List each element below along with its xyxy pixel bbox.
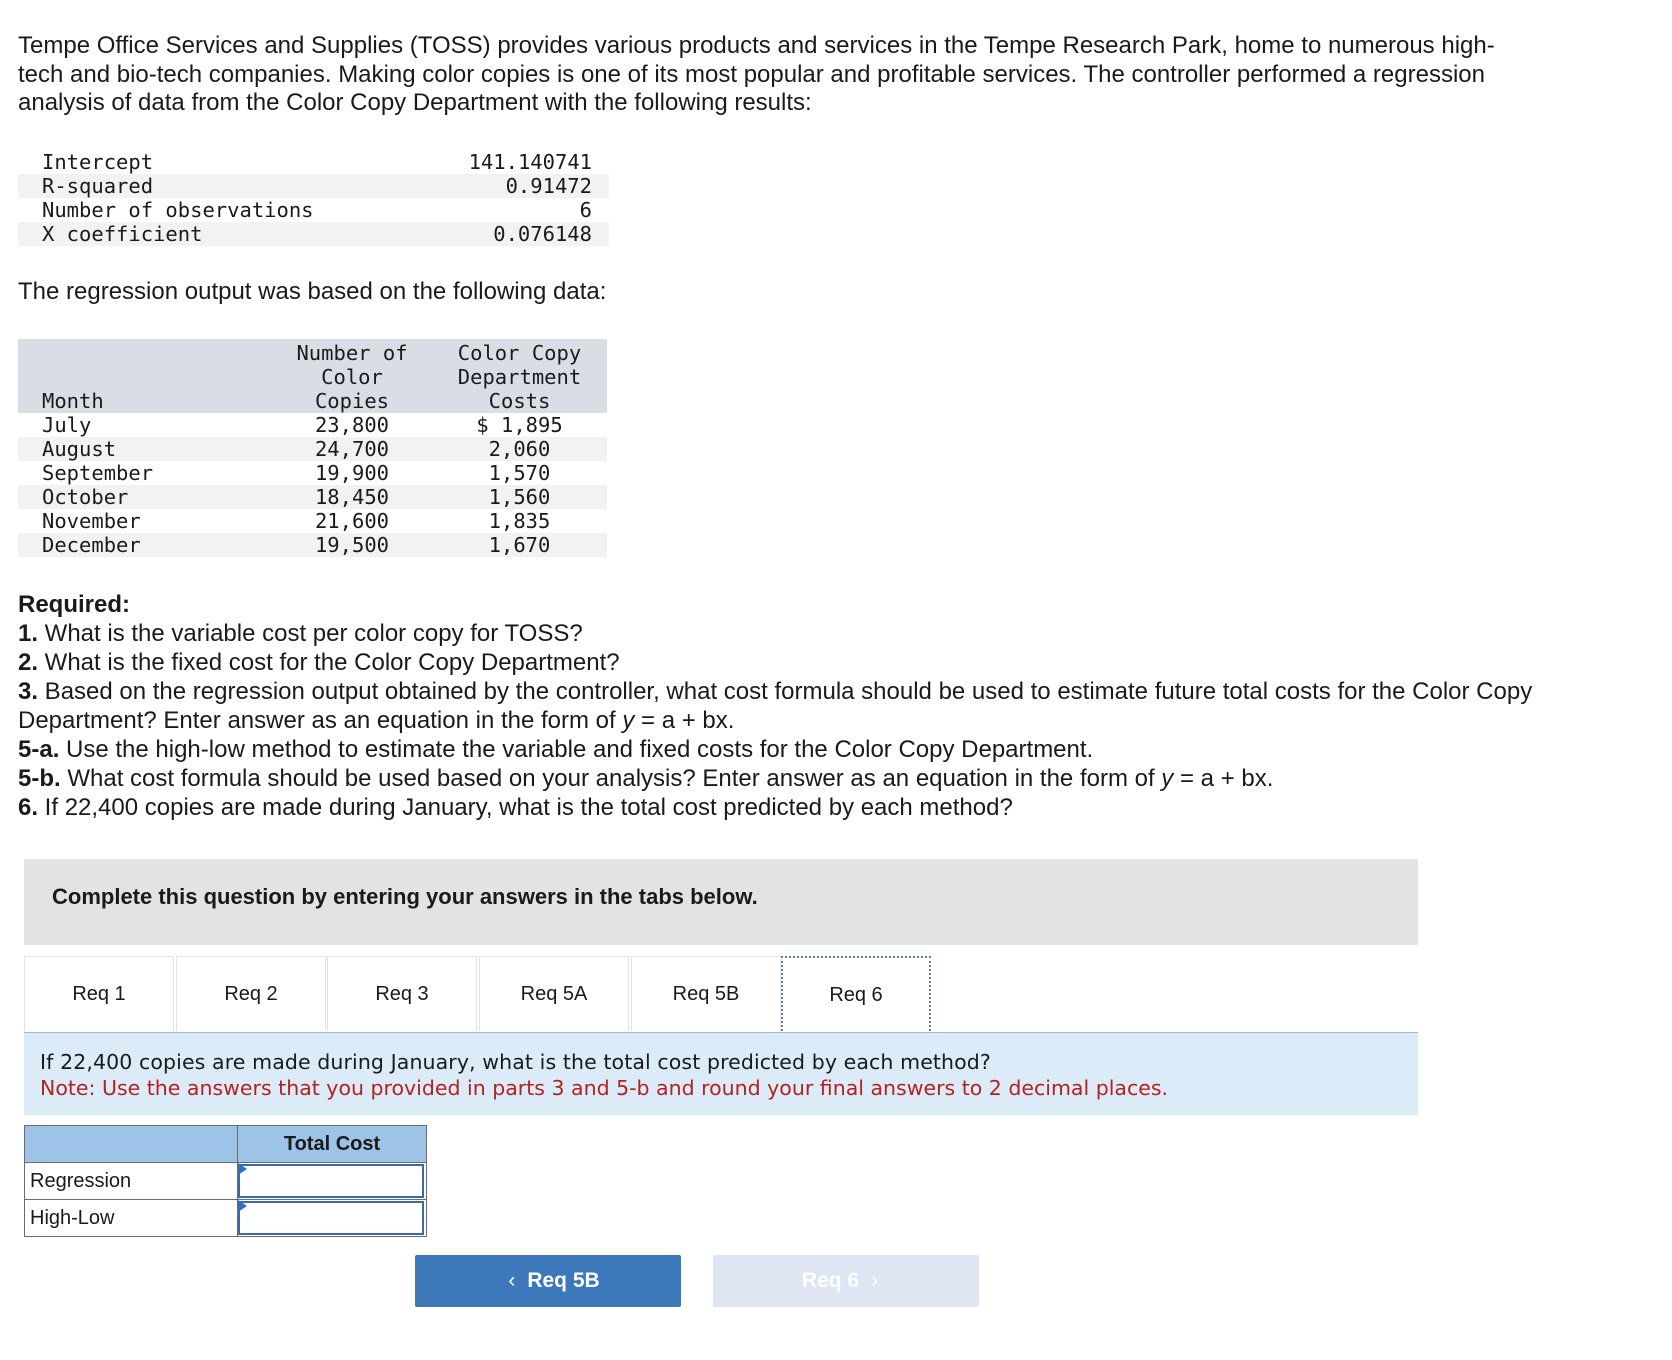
- regression-value: 141.140741: [468, 150, 592, 174]
- cell-copies: 18,450: [272, 485, 432, 509]
- requirement-6: [18, 793, 1558, 822]
- tab-req-3[interactable]: Req 3: [327, 956, 477, 1031]
- header-costs-line: Color Copy: [457, 341, 582, 365]
- chevron-right-icon: ›: [871, 1269, 879, 1292]
- regression-label: X coefficient: [18, 222, 392, 246]
- table-row: [18, 413, 607, 437]
- equation-y: y: [1161, 765, 1174, 792]
- problem-intro: Tempe Office Services and Supplies (TOSS) provides various products and services in the Tempe Research Park, home to numerous high-tech and bio-tech companies. Making color copies is one of its most popular and profitable services. The controller performed a regression analysis of data from the Color Copy Department with the following results:: [18, 32, 1495, 116]
- next-tab-label: Req 6: [801, 1269, 860, 1292]
- requirement-text: If 22,400 copies are made during January, what is the total cost predicted by each method?: [38, 794, 1013, 821]
- requirement-number: 1.: [18, 620, 39, 647]
- chevron-left-icon: ‹: [508, 1269, 516, 1292]
- cell-costs: 2,060: [432, 437, 607, 461]
- regression-value: 0.076148: [392, 222, 609, 246]
- input-marker-icon: [238, 1163, 247, 1175]
- requirement-2: [18, 648, 1558, 677]
- table-row: [18, 485, 607, 509]
- cost-data-table: [18, 339, 607, 557]
- requirement-text: What cost formula should be used based on your analysis? Enter answer as an equation in the form of: [60, 765, 1162, 792]
- regression-results-table: [18, 150, 609, 246]
- tab-req-1[interactable]: Req 1: [24, 956, 174, 1031]
- cell-month: October: [18, 485, 272, 509]
- required-heading: Required:: [18, 591, 131, 618]
- header-costs-line: Department: [457, 365, 582, 389]
- answer-table: [24, 1125, 427, 1237]
- regression-total-cost-input[interactable]: [238, 1164, 424, 1198]
- table-row: [18, 533, 607, 557]
- regression-row: [18, 150, 609, 174]
- answer-label-regression: Regression: [25, 1163, 238, 1200]
- answer-row: [25, 1163, 427, 1200]
- requirement-3: [18, 677, 1558, 735]
- tab-req-5b[interactable]: Req 5B: [631, 956, 781, 1031]
- table-row: [18, 437, 607, 461]
- answer-header-row: [25, 1126, 427, 1163]
- next-tab-button: [713, 1255, 979, 1307]
- cell-costs: 1,670: [432, 533, 607, 557]
- cell-costs: $ 1,895: [476, 413, 563, 437]
- header-copies-line: Color: [321, 365, 383, 389]
- instructions-banner: [24, 859, 1418, 945]
- cell-month: December: [18, 533, 272, 557]
- cell-copies: 23,800: [314, 413, 390, 437]
- cell-copies: 19,900: [314, 461, 390, 485]
- table-header-row: [18, 339, 607, 413]
- cell-copies: 21,600: [314, 509, 390, 533]
- regression-row: [18, 174, 609, 198]
- equation-rest: = a + bx.: [634, 707, 735, 734]
- high-low-total-cost-input[interactable]: [238, 1201, 424, 1235]
- header-copies-line: Number of: [296, 341, 408, 365]
- table-row: [18, 509, 607, 533]
- regression-label: R-squared: [18, 174, 392, 198]
- required-section: [18, 590, 1558, 822]
- prev-tab-button[interactable]: [415, 1255, 681, 1307]
- answer-cell: [238, 1163, 427, 1200]
- prev-tab-label: Req 5B: [527, 1269, 600, 1292]
- regression-value: 6: [579, 198, 592, 222]
- header-costs-line: Costs: [488, 389, 551, 413]
- panel-question: If 22,400 copies are made during January, what is the total cost predicted by each method?: [40, 1050, 991, 1074]
- regression-label: Number of observations: [42, 198, 314, 222]
- cell-month: July: [42, 413, 92, 437]
- requirement-text: Based on the regression output obtained by the controller, what cost formula should be used to estimate future total costs for the Color Copy Department? Enter answer as an equation in the form of: [18, 678, 1533, 734]
- requirement-text: What is the fixed cost for the Color Copy Department?: [38, 649, 620, 676]
- table-row: [18, 461, 607, 485]
- answer-cell: [238, 1200, 427, 1237]
- requirement-1: [18, 619, 1558, 648]
- cell-month: September: [42, 461, 154, 485]
- requirement-text: Use the high-low method to estimate the variable and fixed costs for the Color Copy Department.: [59, 736, 1094, 763]
- requirement-number: 5-a.: [18, 736, 60, 763]
- tab-req-5a[interactable]: Req 5A: [479, 956, 629, 1031]
- input-marker-icon: [238, 1200, 247, 1212]
- regression-row: [18, 198, 609, 222]
- cell-copies: 24,700: [272, 437, 432, 461]
- requirement-number: 6.: [18, 794, 39, 821]
- answer-row: [25, 1200, 427, 1237]
- header-copies: [272, 339, 432, 413]
- regression-row: [18, 222, 609, 246]
- requirement-number: 3.: [18, 678, 39, 705]
- regression-value: 0.91472: [392, 174, 609, 198]
- answer-label-high-low: High-Low: [25, 1200, 238, 1237]
- regression-label: Intercept: [42, 150, 154, 174]
- banner-text: Complete this question by entering your answers in the tabs below.: [52, 884, 758, 909]
- tab-req-2[interactable]: Req 2: [176, 956, 326, 1031]
- cell-copies: 19,500: [272, 533, 432, 557]
- header-copies-line: Copies: [314, 389, 390, 413]
- panel-note: Note: Use the answers that you provided in parts 3 and 5-b and round your final answers to 2 decimal places.: [40, 1076, 1169, 1100]
- cell-costs: 1,560: [432, 485, 607, 509]
- question-panel: [24, 1032, 1418, 1115]
- equation-y: y: [622, 707, 635, 734]
- requirement-number: 2.: [18, 649, 39, 676]
- requirement-number: 5-b.: [18, 765, 61, 792]
- requirement-5a: [18, 735, 1558, 764]
- answer-header-blank: [25, 1126, 238, 1163]
- cell-costs: 1,570: [488, 461, 551, 485]
- header-month: Month: [18, 339, 272, 413]
- tab-req-6[interactable]: Req 6: [781, 956, 931, 1031]
- answer-header-total-cost: Total Cost: [238, 1126, 427, 1163]
- cell-costs: 1,835: [488, 509, 551, 533]
- data-intro-text: The regression output was based on the following data:: [18, 278, 607, 305]
- cell-month: August: [18, 437, 272, 461]
- requirement-5b: [18, 764, 1558, 793]
- header-costs: [432, 339, 607, 413]
- requirement-text: What is the variable cost per color copy for TOSS?: [38, 620, 583, 647]
- cell-month: November: [42, 509, 141, 533]
- equation-rest: = a + bx.: [1173, 765, 1274, 792]
